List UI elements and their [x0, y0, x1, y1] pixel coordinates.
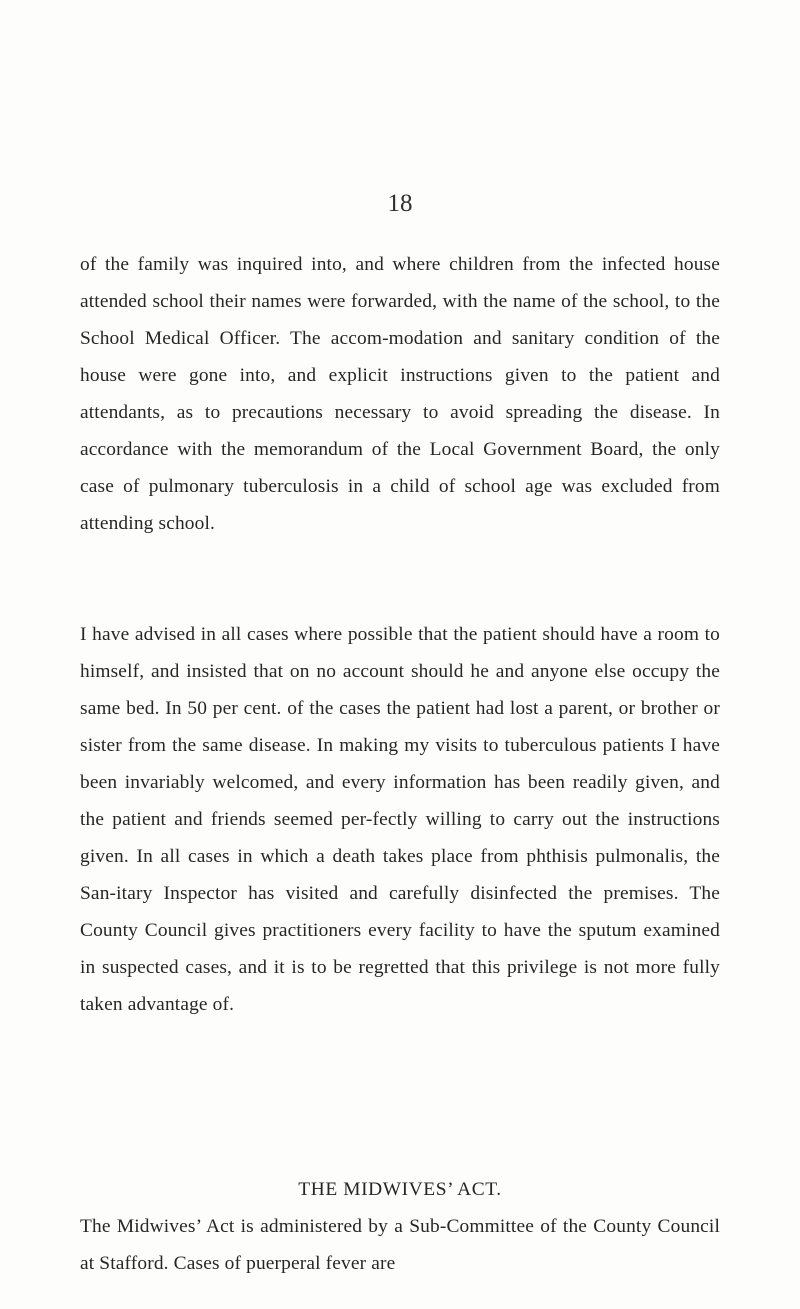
page-number: 18	[387, 190, 413, 217]
paragraph-patient-advice: I have advised in all cases where possible that the patient should have a room to himself, and insisted that on no account should he and anyone else occupy the same bed. In 50 per cent. of the cases the patient had lost a parent, or brother or sister from the same disease. In making my visits to tuberculous patients I have been invariably welcomed, and every information has been readily given, and the patient and friends seemed per-fectly willing to carry out the instructions given. In all cases in which a death takes place from phthisis pulmonalis, the San-itary Inspector has visited and carefully disinfected the premises. The County Council gives practitioners every facility to have the sputum examined in suspected cases, and it is to be regretted that this privilege is not more fully taken advantage of.	[80, 624, 720, 1015]
section-heading-midwives-act: THE MIDWIVES’ ACT.	[298, 1179, 502, 1200]
paragraph-tuberculosis-notification: of the family was inquired into, and where children from the infected house attended school their names were forwarded, with the name of the school, to the School Medical Officer. The accom-modation and sanitary condition of the house were gone into, and explicit instructions given to the patient and attendants, as to precautions necessary to avoid spreading the disease. In accordance with the memorandum of the Local Government Board, the only case of pulmonary tuberculosis in a child of school age was excluded from attending school.	[80, 254, 720, 534]
paragraph-midwives-act: The Midwives’ Act is administered by a Sub-Committee of the County Council at Stafford. Cases of puerperal fever are	[80, 1216, 720, 1274]
